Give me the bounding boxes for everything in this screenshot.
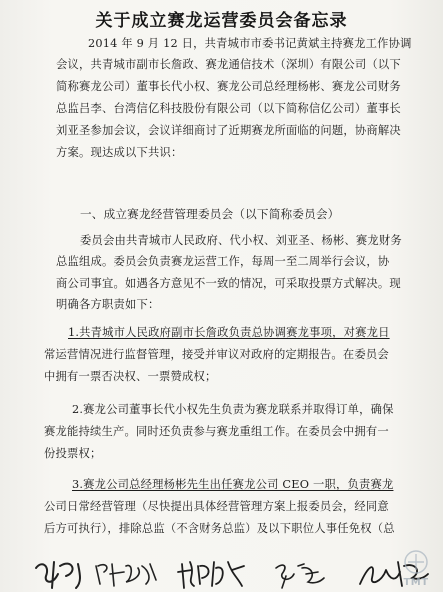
intro-line: 简称赛龙公司）董事长代小权、赛龙公司总经理杨彬、赛龙公司财务 — [56, 80, 401, 93]
intro-line: 刘亚圣参加会议，会议详细商讨了近期赛龙所面临的问题，协商解决 — [56, 124, 401, 137]
item-line: 中拥有一票否决权、一票赞成权； — [44, 370, 217, 383]
item-line: 公司日常经营管理（尽快提出具体经营管理方案上报委员会，经同意 — [44, 500, 389, 513]
item-line: 1.共青城市人民政府副市长詹政负责总协调赛龙事项，对赛龙日 — [68, 326, 390, 339]
item-line: 后方可执行），排除总监（不含财务总监）及以下职位人事任免权（总 — [44, 522, 395, 535]
item-line: 3.赛龙公司总经理杨彬先生出任赛龙公司 CEO 一职，负责赛龙 — [72, 478, 394, 491]
signature-4 — [272, 556, 328, 592]
intro-line: 方案。现达成以下共识： — [56, 146, 183, 159]
intro-line: 总监吕李、台湾信亿科技股份有限公司（以下简称信亿公司）董事长 — [56, 102, 401, 115]
item-line: 2.赛龙公司董事长代小权先生负责为赛龙联系并取得订单，确保 — [72, 403, 394, 416]
item-line: 常运营情况进行监督管理，接受并审议对政府的定期报告。在委员会 — [44, 348, 389, 361]
watermark-logo — [394, 548, 438, 591]
section-line: 商公司事宜。如遇各方意见不一致的情况，可采取投票方式解决。现 — [56, 277, 401, 290]
item-line: 赛龙能持续生产。同时还负责参与赛龙重组工作。在委员会中拥有一 — [44, 425, 389, 438]
signature-1 — [32, 556, 92, 592]
signature-2 — [92, 556, 162, 592]
signature-3 — [176, 556, 248, 592]
intro-line: 会议，共青城市副市长詹政、赛龙通信技术（深圳）有限公司（以下 — [56, 58, 401, 71]
watermark-text: TMT — [403, 577, 429, 588]
section-line: 委员会由共青城市人民政府、代小权、刘亚圣、杨彬、赛龙财务 — [80, 234, 402, 247]
item-line: 份投票权； — [44, 447, 102, 460]
section-heading: 一、成立赛龙经营管理委员会（以下简称委员会） — [80, 207, 340, 221]
section-line: 明确各方职责如下： — [56, 298, 160, 311]
document-title: 关于成立赛龙运营委员会备忘录 — [95, 11, 348, 31]
section-line: 总监组成。委员会负责赛龙运营工作，每周一至二周举行会议，协 — [56, 255, 390, 268]
intro-line: 2014 年 9 月 12 日，共青城市市委书记黄斌主持赛龙工作协调 — [88, 37, 412, 50]
